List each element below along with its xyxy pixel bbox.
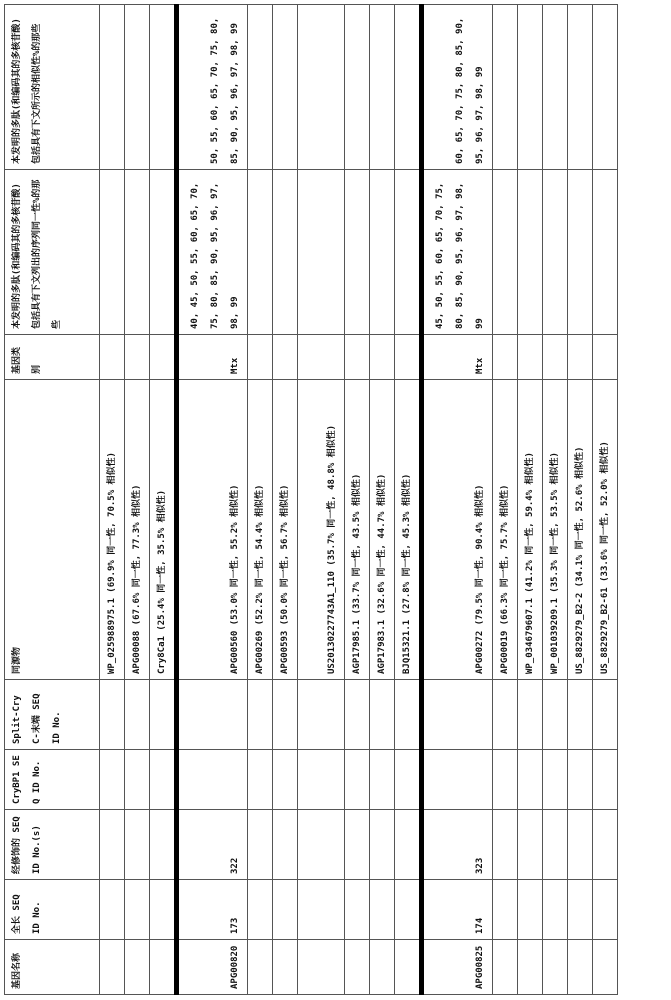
table-cell	[370, 750, 395, 810]
header-row	[5, 5, 100, 995]
table-cell	[593, 335, 618, 380]
gene-name-cell: APG00825	[422, 940, 493, 995]
homolog-cell: APG00088 (67.6% 同一性, 77.3% 相似性)	[125, 380, 150, 680]
header-gene-class: 基因类别	[5, 335, 100, 380]
table-cell	[298, 940, 345, 995]
table-cell	[150, 940, 177, 995]
table-cell	[100, 940, 125, 995]
table-cell	[493, 940, 518, 995]
table-cell	[248, 335, 273, 380]
table-cell	[518, 810, 543, 880]
header-crybp1: CryBP1 SEQ ID No.	[5, 750, 100, 810]
table-cell	[298, 5, 345, 170]
gene-name-cell: APG00820	[177, 940, 248, 995]
table-cell	[593, 750, 618, 810]
table-cell	[345, 170, 370, 335]
table-cell	[248, 750, 273, 810]
table-cell	[248, 5, 273, 170]
table-cell	[493, 170, 518, 335]
table-cell	[370, 170, 395, 335]
table-cell	[150, 335, 177, 380]
table-cell	[593, 880, 618, 940]
identity-cell: 40, 45, 50, 55, 60, 65, 70, 75, 80, 85, 90, 95, 96, 97, 98, 99	[177, 170, 248, 335]
crybp1-cell	[177, 750, 248, 810]
table-cell	[395, 810, 422, 880]
table-cell	[100, 750, 125, 810]
table-cell	[298, 810, 345, 880]
table-cell	[568, 680, 593, 750]
table-cell	[543, 940, 568, 995]
gene-class-cell: Mtx	[177, 335, 248, 380]
table-cell	[273, 680, 298, 750]
table-cell	[518, 750, 543, 810]
full-length-cell: 174	[422, 880, 493, 940]
table-cell	[518, 170, 543, 335]
table-cell	[150, 750, 177, 810]
homolog-cell: APG00019 (66.3% 同一性, 75.7% 相似性)	[493, 380, 518, 680]
table-cell	[593, 170, 618, 335]
modified-cell: 322	[177, 810, 248, 880]
table-cell	[273, 5, 298, 170]
table-cell	[593, 5, 618, 170]
table-cell	[150, 880, 177, 940]
table-cell	[568, 810, 593, 880]
crybp1-cell	[422, 750, 493, 810]
table-cell	[568, 940, 593, 995]
table-cell	[543, 170, 568, 335]
header-gene-name: 基因名称	[5, 940, 100, 995]
table-row	[395, 5, 422, 995]
table-cell	[395, 940, 422, 995]
split-cell	[422, 680, 493, 750]
homolog-cell: US20130227743A1_110 (35.7% 同一性, 48.8% 相似性)	[298, 380, 345, 680]
homolog-cell: APG00593 (50.0% 同一性, 56.7% 相似性)	[273, 380, 298, 680]
homolog-cell: APG00560 (53.0% 同一性, 55.2% 相似性)	[177, 380, 248, 680]
table-cell	[543, 880, 568, 940]
table-cell	[493, 880, 518, 940]
table-cell	[100, 810, 125, 880]
table-cell	[493, 335, 518, 380]
table-cell	[395, 335, 422, 380]
table-cell	[100, 170, 125, 335]
table-cell	[125, 335, 150, 380]
table-cell	[298, 880, 345, 940]
table-cell	[568, 335, 593, 380]
table-cell	[248, 880, 273, 940]
homolog-cell: APG00269 (52.2% 同一性, 54.4% 相似性)	[248, 380, 273, 680]
table-row	[493, 5, 518, 995]
gene-table	[4, 4, 618, 995]
table-cell	[395, 680, 422, 750]
header-modified: 经修饰的 SEQID No.(s)	[5, 810, 100, 880]
table-cell	[273, 170, 298, 335]
table-cell	[395, 170, 422, 335]
table-row	[177, 5, 248, 995]
header-split: Split-Cry C-末端 SEQ ID No.	[5, 680, 100, 750]
rotated-page	[0, 0, 671, 1000]
table-cell	[593, 940, 618, 995]
table-row	[593, 5, 618, 995]
table-cell	[518, 880, 543, 940]
table-cell	[273, 810, 298, 880]
table-cell	[370, 5, 395, 170]
table-cell	[395, 880, 422, 940]
table-cell	[593, 680, 618, 750]
table-cell	[370, 940, 395, 995]
table-row	[422, 5, 493, 995]
table-cell	[395, 750, 422, 810]
table-cell	[518, 5, 543, 170]
table-row	[543, 5, 568, 995]
table-row	[100, 5, 125, 995]
table-cell	[150, 170, 177, 335]
table-cell	[345, 335, 370, 380]
table-cell	[345, 5, 370, 170]
table-cell	[248, 170, 273, 335]
table-cell	[568, 750, 593, 810]
table-row	[568, 5, 593, 995]
table-cell	[543, 750, 568, 810]
header-homolog: 同源物	[5, 380, 100, 680]
split-cell	[177, 680, 248, 750]
table-cell	[345, 750, 370, 810]
table-row	[298, 5, 345, 995]
table-cell	[298, 750, 345, 810]
table-cell	[493, 750, 518, 810]
table-cell	[125, 750, 150, 810]
table-cell	[543, 335, 568, 380]
table-cell	[125, 810, 150, 880]
table-cell	[273, 880, 298, 940]
table-cell	[298, 680, 345, 750]
homolog-cell: AGP17983.1 (32.6% 同一性, 44.7% 相似性)	[370, 380, 395, 680]
table-cell	[150, 680, 177, 750]
header-full-length: 全长 SEQ ID No.	[5, 880, 100, 940]
table-cell	[543, 810, 568, 880]
table-cell	[298, 170, 345, 335]
homolog-cell: WP_034679607.1 (41.2% 同一性, 59.4% 相似性)	[518, 380, 543, 680]
table-cell	[150, 5, 177, 170]
table-cell	[273, 940, 298, 995]
table-cell	[125, 880, 150, 940]
table-row	[150, 5, 177, 995]
homolog-cell: WP_001039209.1 (35.3% 同一性, 53.5% 相似性)	[543, 380, 568, 680]
homolog-cell: US_8829279_B2-2 (34.1% 同一性, 52.6% 相似性)	[568, 380, 593, 680]
table-cell	[370, 810, 395, 880]
table-cell	[568, 5, 593, 170]
table-cell	[543, 5, 568, 170]
table-cell	[125, 680, 150, 750]
table-row	[125, 5, 150, 995]
table-row	[345, 5, 370, 995]
homolog-cell: US_8829279_B2-61 (33.6% 同一性, 52.0% 相似性)	[593, 380, 618, 680]
table-cell	[273, 335, 298, 380]
table-cell	[493, 5, 518, 170]
table-cell	[493, 680, 518, 750]
table-cell	[100, 335, 125, 380]
modified-cell: 323	[422, 810, 493, 880]
table-cell	[345, 940, 370, 995]
gene-class-cell: Mtx	[422, 335, 493, 380]
table-cell	[543, 680, 568, 750]
table-cell	[298, 335, 345, 380]
table-row	[273, 5, 298, 995]
table-cell	[248, 810, 273, 880]
homolog-cell: WP_025988975.1 (69.9% 同一性, 70.5% 相似性)	[100, 380, 125, 680]
table-cell	[370, 880, 395, 940]
similarity-cell: 50, 55, 60, 65, 70, 75, 80, 85, 90, 95, 96, 97, 98, 99	[177, 5, 248, 170]
table-cell	[518, 940, 543, 995]
table-cell	[125, 940, 150, 995]
homolog-cell: Cry8Ca1 (25.4% 同一性, 35.5% 相似性)	[150, 380, 177, 680]
header-similarity: 本发明的多肽(和编码其的多核苷酸)包括具有下文所示的相似性%的那些	[5, 5, 100, 170]
table-cell	[100, 680, 125, 750]
table-cell	[125, 5, 150, 170]
similarity-cell: 60, 65, 70, 75, 80, 85, 90, 95, 96, 97, 98, 99	[422, 5, 493, 170]
table-cell	[273, 750, 298, 810]
table-cell	[568, 170, 593, 335]
table-cell	[345, 680, 370, 750]
table-row	[518, 5, 543, 995]
table-cell	[370, 680, 395, 750]
table-cell	[248, 940, 273, 995]
table-cell	[345, 810, 370, 880]
table-cell	[150, 810, 177, 880]
homolog-cell: AGP17985.1 (33.7% 同一性, 43.5% 相似性)	[345, 380, 370, 680]
table-row	[370, 5, 395, 995]
table-cell	[125, 170, 150, 335]
table-row	[248, 5, 273, 995]
table-cell	[518, 335, 543, 380]
header-identity: 本发明的多肽(和编码其的多核苷酸)包括具有下文列出的序列同一性%的那些	[5, 170, 100, 335]
table-cell	[345, 880, 370, 940]
homolog-cell: APG00272 (79.5% 同一性, 90.4% 相似性)	[422, 380, 493, 680]
table-cell	[100, 5, 125, 170]
table-cell	[568, 880, 593, 940]
full-length-cell: 173	[177, 880, 248, 940]
table-cell	[493, 810, 518, 880]
table-cell	[370, 335, 395, 380]
homolog-cell: BJQ15321.1 (27.8% 同一性, 45.3% 相似性)	[395, 380, 422, 680]
table-cell	[100, 880, 125, 940]
table-cell	[395, 5, 422, 170]
identity-cell: 45, 50, 55, 60, 65, 70, 75, 80, 85, 90, 95, 96, 97, 98, 99	[422, 170, 493, 335]
table-cell	[518, 680, 543, 750]
table-cell	[593, 810, 618, 880]
table-cell	[248, 680, 273, 750]
